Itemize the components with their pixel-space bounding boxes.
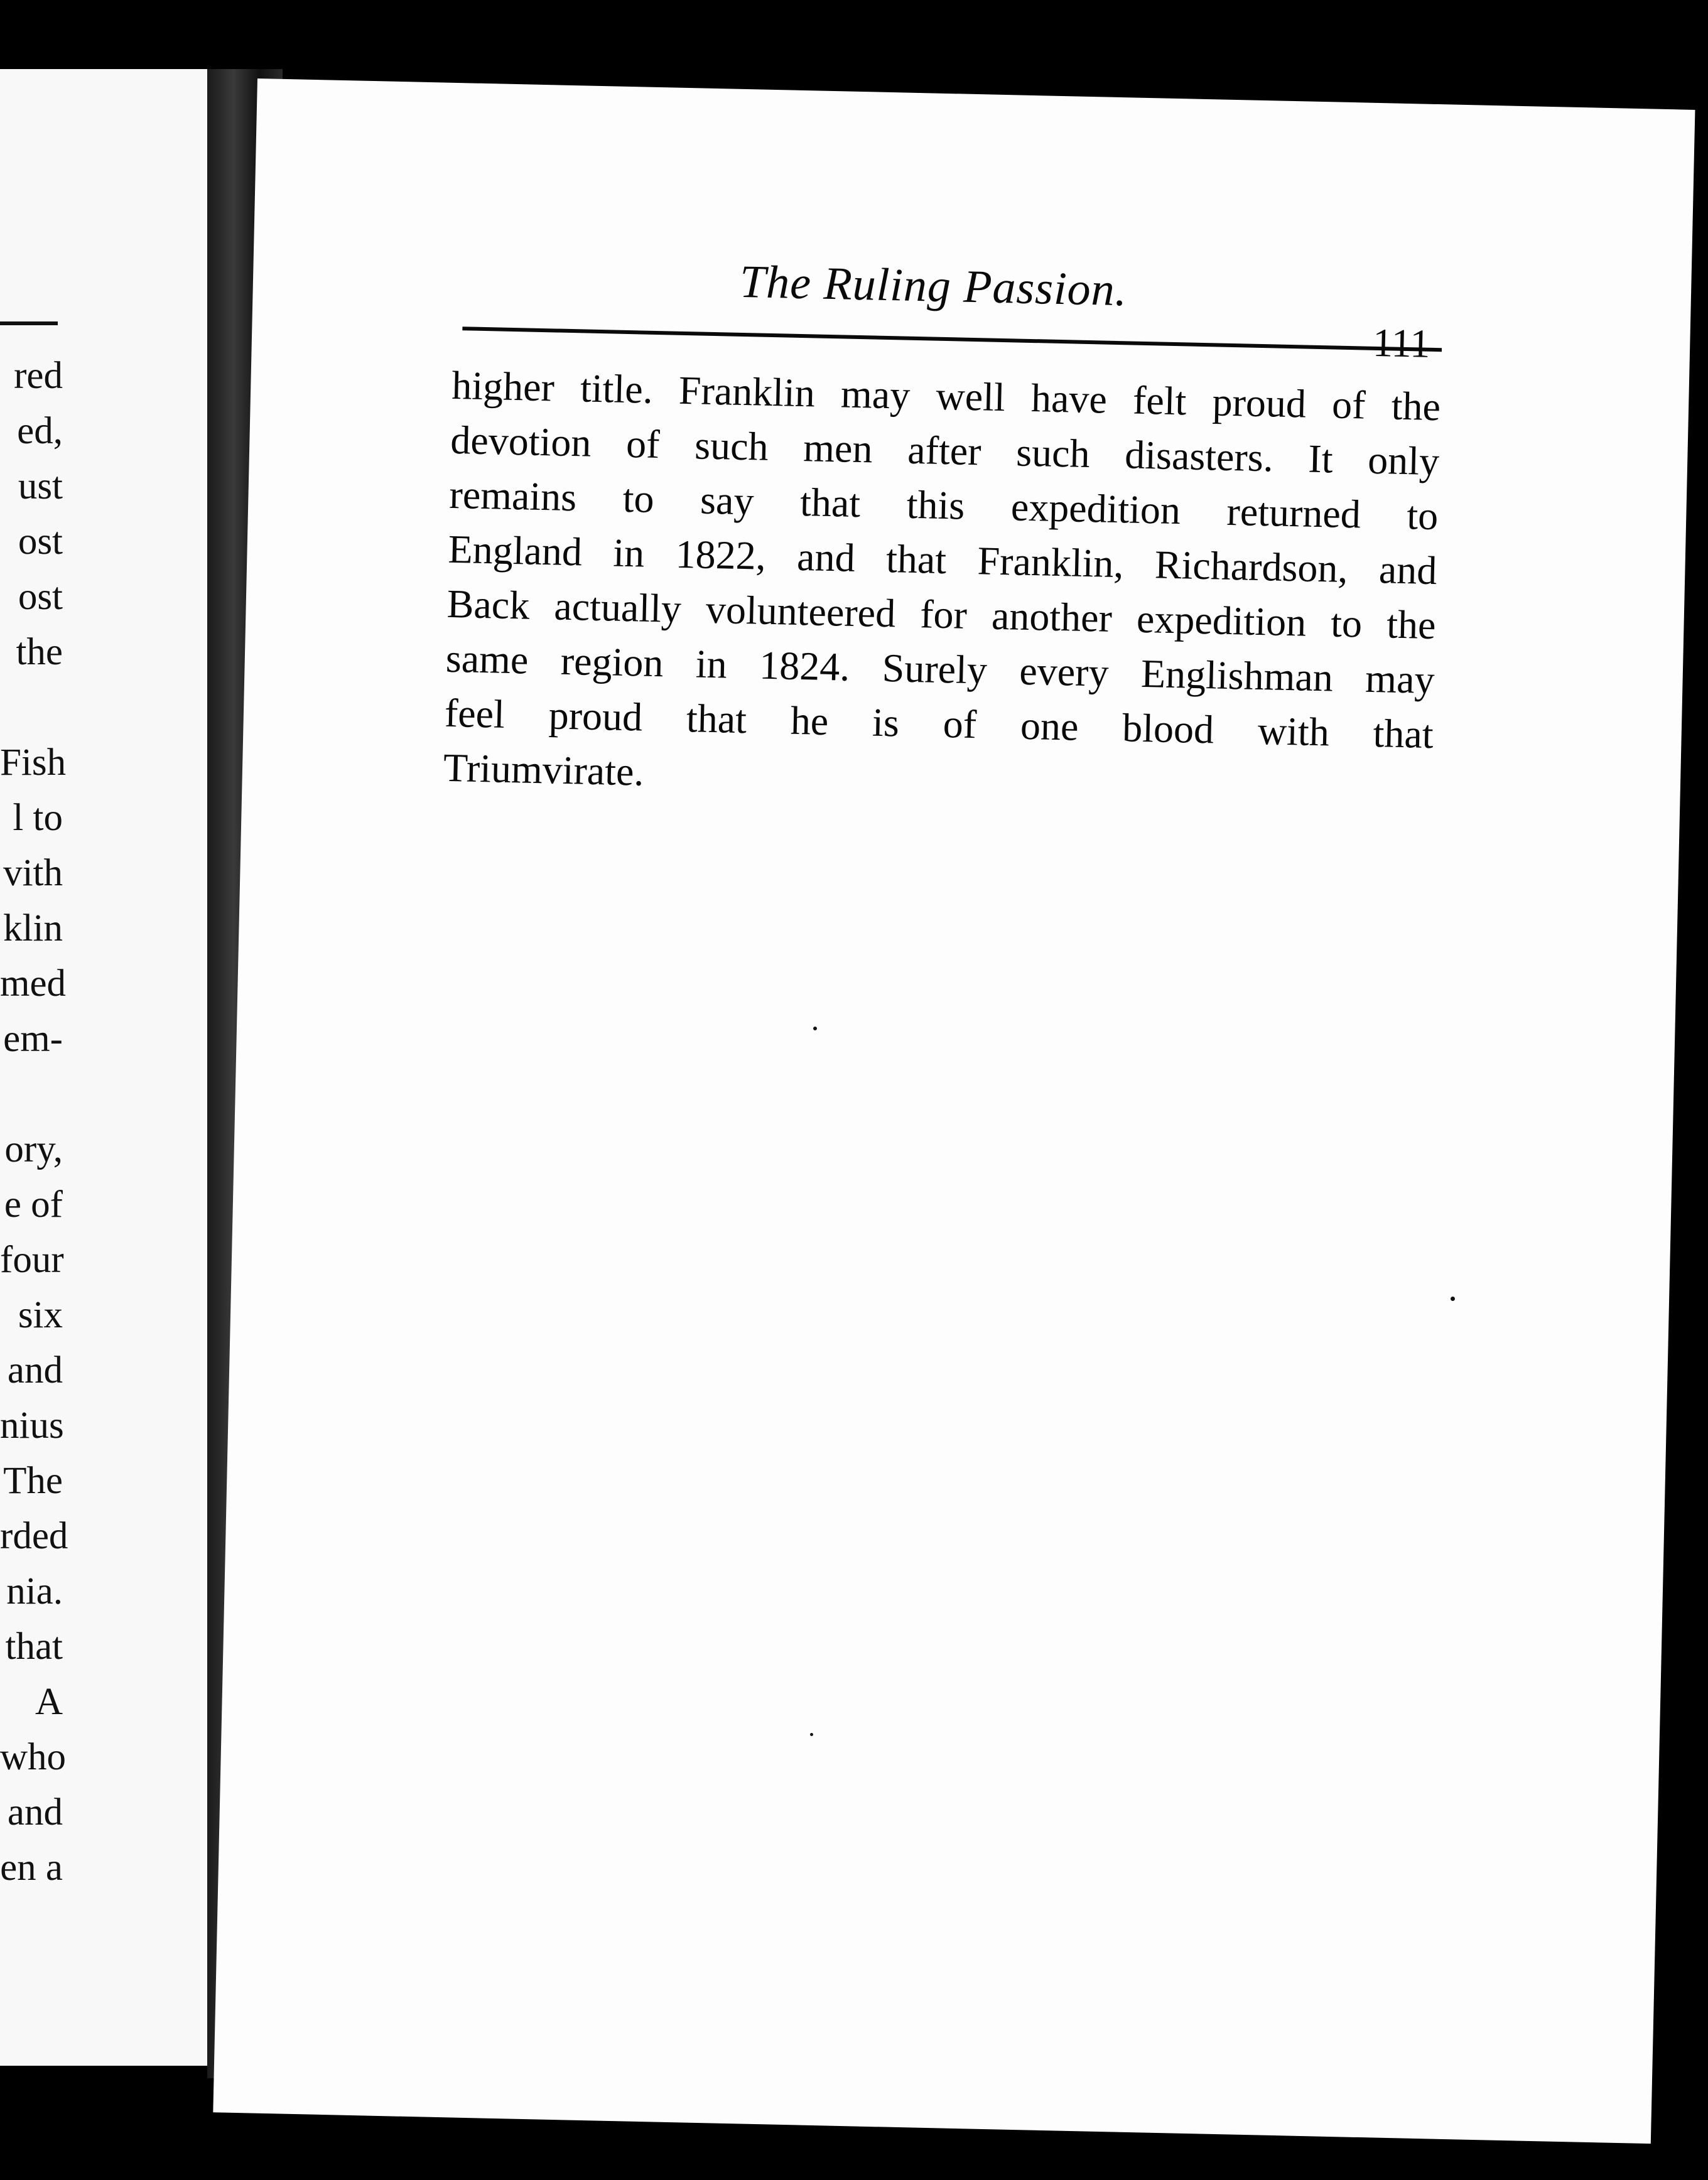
body-paragraph (443, 358, 1441, 816)
left-page-line-fragment: med (0, 963, 67, 1005)
left-page-line-fragment: six (18, 1294, 63, 1336)
paragraph-line: England in 1822, and that Franklin, Richardson, and (447, 526, 1438, 593)
left-page-line-fragment: e of (4, 1184, 63, 1226)
scan-speck (813, 1027, 817, 1030)
left-page-paragraph-gap (0, 1067, 63, 1122)
left-page-line-fragment: ed, (17, 410, 63, 452)
left-page-paragraph-gap (0, 680, 63, 735)
left-page-line-fragment: and (7, 1349, 63, 1391)
left-page-line-fragment: that (5, 1626, 63, 1668)
scan-speck (1451, 1297, 1455, 1301)
scan-speck (810, 1733, 813, 1736)
left-page-line-fragment: l to (13, 797, 63, 839)
paragraph-line: Back actually volunteered for another expedition to the (446, 581, 1437, 648)
left-page-text-column (0, 348, 68, 1896)
paragraph-line: devotion of such men after such disasters. It only (450, 417, 1440, 484)
left-page-line-fragment: the (16, 631, 63, 673)
running-head: The Ruling Passion. (739, 256, 1128, 316)
left-page-line-fragment: ost (18, 576, 63, 618)
left-page-line-fragment: Fish (0, 742, 67, 784)
paragraph-line: same region in 1824. Surely every Englishman may (445, 635, 1435, 703)
left-page-line-fragment: who (0, 1736, 67, 1778)
left-page-line-fragment: ory, (4, 1128, 63, 1170)
left-page-line-fragment: four (0, 1239, 64, 1281)
left-page-line-fragment: ust (18, 465, 63, 507)
paragraph-line: Triumvirate. (443, 745, 645, 794)
left-page-line-fragment: em- (3, 1018, 63, 1060)
page-number: 111 (1372, 320, 1431, 366)
left-page-line-fragment: nia. (6, 1570, 63, 1612)
right-page (213, 78, 1695, 2144)
paragraph-line: remains to say that this expedition returned to (448, 472, 1439, 539)
left-page-line-fragment: en a (0, 1847, 63, 1889)
left-page-line-fragment: A (35, 1681, 63, 1723)
left-page-line-fragment: klin (3, 907, 63, 949)
left-page-line-fragment: nius (0, 1405, 64, 1447)
left-page-line-fragment: vith (3, 852, 63, 894)
paragraph-line: higher title. Franklin may well have felt proud of the (451, 362, 1441, 429)
left-page-line-fragment: and (7, 1791, 63, 1833)
left-page-line-fragment: ost (18, 521, 63, 563)
left-page-head-rule (0, 321, 58, 325)
running-head-rule (462, 326, 1442, 352)
left-page-line-fragment: The (3, 1460, 63, 1502)
left-page-line-fragment: rded (0, 1515, 68, 1557)
paragraph-line: feel proud that he is of one blood with that (444, 690, 1434, 757)
left-page-line-fragment: red (14, 355, 63, 397)
